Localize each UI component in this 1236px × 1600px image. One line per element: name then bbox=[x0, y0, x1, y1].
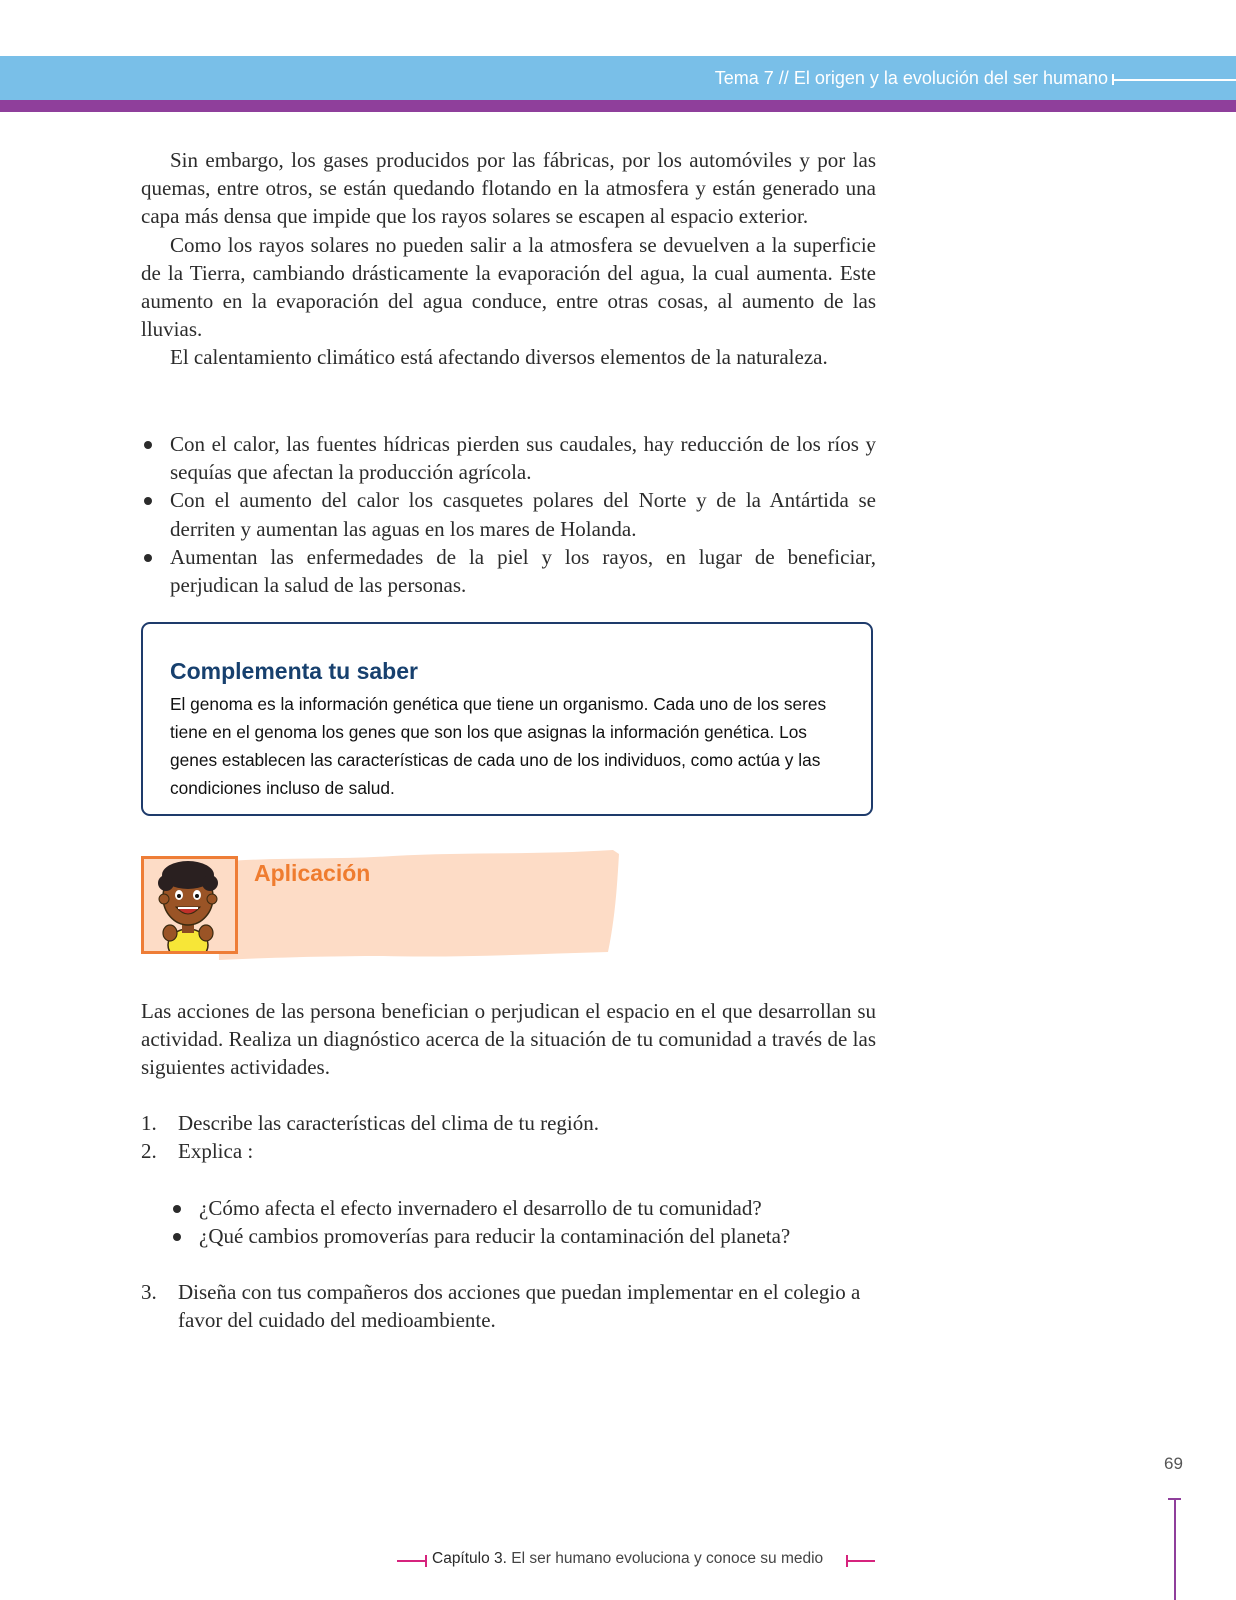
subquestions-list bbox=[170, 1194, 880, 1250]
intro-paragraph: El calentamiento climático está afectando diversos elementos de la naturaleza. bbox=[170, 345, 828, 370]
complementa-body: El genoma es la información genética que tiene un organismo. Cada uno de los seres tiene en el genoma los genes que son los que asignas la información genética. Los genes establecen las características de cada uno de los individuos, como actúa y las condiciones incluso de salud. bbox=[170, 694, 827, 798]
activity-text: Describe las características del clima de tu región. bbox=[178, 1111, 599, 1135]
footer-rule-left-tick bbox=[425, 1555, 427, 1567]
side-rule bbox=[1174, 1498, 1176, 1600]
activity-number: 2. bbox=[141, 1139, 157, 1164]
activities-list bbox=[141, 1109, 876, 1165]
footer bbox=[397, 1549, 877, 1573]
list-item: Aumentan las enfermedades de la piel y los rayos, en lugar de beneficiar, perjudican la salud de las personas. bbox=[141, 543, 876, 599]
application-intro-paragraph: Las acciones de las persona benefician o perjudican el espacio en el que desarrollan su actividad. Realiza un diagnóstico acerca de la situación de tu comunidad a través de las siguientes actividades. bbox=[141, 999, 876, 1080]
activity-number: 3. bbox=[141, 1280, 157, 1304]
intro-text bbox=[141, 146, 876, 372]
header-rule bbox=[1113, 79, 1236, 81]
intro-paragraph: Como los rayos solares no pueden salir a la atmosfera se devuelven a la superficie de la Tierra, cambiando drásticamente la evaporación del agua, la cual aumenta. Este aumento en la evaporación del agua conduce, entre otras cosas, al aumento de las lluvias. bbox=[141, 232, 876, 342]
list-item bbox=[141, 1278, 876, 1334]
activity-text: Diseña con tus compañeros dos acciones que puedan implementar en el colegio a favor del cuidado del medioambiente. bbox=[178, 1280, 861, 1333]
list-item: ¿Cómo afecta el efecto invernadero el desarrollo de tu comunidad? bbox=[170, 1194, 880, 1222]
page-number: 69 bbox=[1164, 1454, 1183, 1473]
effects-list bbox=[141, 430, 876, 599]
intro-paragraph: Sin embargo, los gases producidos por las fábricas, por los automóviles y por las quemas, entre otros, se están quedando flotando en la atmosfera y están generado una capa más densa que impide que los rayos solares se escapen al espacio exterior. bbox=[141, 148, 876, 229]
list-item: ¿Qué cambios promoverías para reducir la contaminación del planeta? bbox=[170, 1222, 880, 1250]
application-intro bbox=[141, 997, 876, 1082]
activities-list-continued bbox=[141, 1278, 876, 1334]
footer-chapter-title: El ser humano evoluciona y conoce su medio bbox=[511, 1550, 824, 1567]
student-avatar bbox=[141, 856, 238, 954]
complementa-title: Complementa tu saber bbox=[170, 658, 418, 684]
footer-rule-left bbox=[397, 1560, 426, 1562]
list-item: Con el calor, las fuentes hídricas pierden sus caudales, hay reducción de los ríos y sequías que afectan la producción agrícola. bbox=[141, 430, 876, 486]
footer-rule-right bbox=[846, 1560, 875, 1562]
activity-number: 1. bbox=[141, 1111, 157, 1135]
complementa-box bbox=[141, 622, 873, 816]
list-item bbox=[141, 1137, 876, 1165]
activity-text: Explica : bbox=[178, 1139, 254, 1164]
list-item bbox=[141, 1109, 876, 1137]
footer-chapter-label: Capítulo 3. bbox=[432, 1550, 507, 1567]
footer-chapter bbox=[432, 1550, 823, 1568]
application-title: Aplicación bbox=[254, 860, 371, 886]
list-item: Con el aumento del calor los casquetes polares del Norte y de la Antártida se derriten y aumentan las aguas en los mares de Holanda. bbox=[141, 486, 876, 542]
header-title: Tema 7 // El origen y la evolución del ser humano bbox=[714, 68, 1108, 88]
header-stripe bbox=[0, 100, 1236, 112]
student-illustration bbox=[144, 859, 235, 951]
